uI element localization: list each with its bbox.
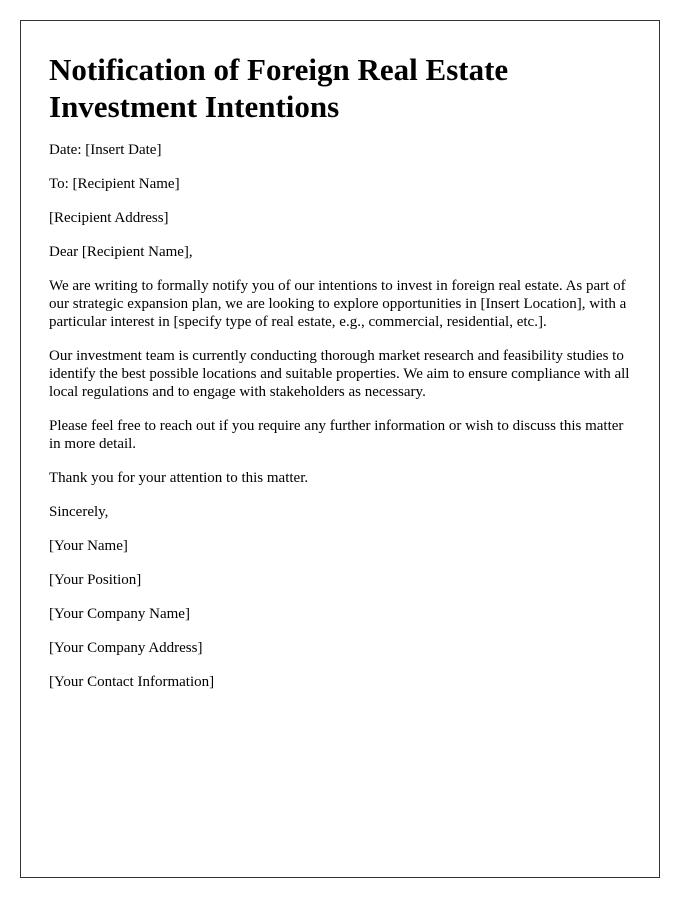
signature-company-address: [Your Company Address]	[49, 640, 203, 656]
recipient-name: To: [Recipient Name]	[49, 176, 180, 192]
body-paragraph-4: Thank you for your attention to this matter.	[49, 470, 309, 486]
closing: Sincerely,	[49, 504, 109, 520]
signature-contact-information: [Your Contact Information]	[49, 674, 215, 690]
letter-title: Notification of Foreign Real Estate Investment Intentions	[49, 52, 509, 124]
body-paragraph-3: Please feel free to reach out if you require any further information or wish to discuss this matter in more detail.	[49, 418, 624, 452]
signature-name: [Your Name]	[49, 538, 128, 554]
body-paragraph-1: We are writing to formally notify you of our intentions to invest in foreign real estate. As part of our strategic expansion plan, we are looking to explore opportunities in [Insert Location], with a particular interest in [specify type of real estate, e.g., commercial, residential, etc.].	[49, 278, 627, 330]
signature-company-name: [Your Company Name]	[49, 606, 190, 622]
letter-date: Date: [Insert Date]	[49, 142, 162, 158]
signature-position: [Your Position]	[49, 572, 142, 588]
body-paragraph-2: Our investment team is currently conducting thorough market research and feasibility studies to identify the best possible locations and suitable properties. We aim to ensure compliance with all local regulations and to engage with stakeholders as necessary.	[49, 348, 630, 400]
recipient-address: [Recipient Address]	[49, 210, 169, 226]
letter-page	[20, 20, 660, 878]
salutation: Dear [Recipient Name],	[49, 244, 193, 260]
